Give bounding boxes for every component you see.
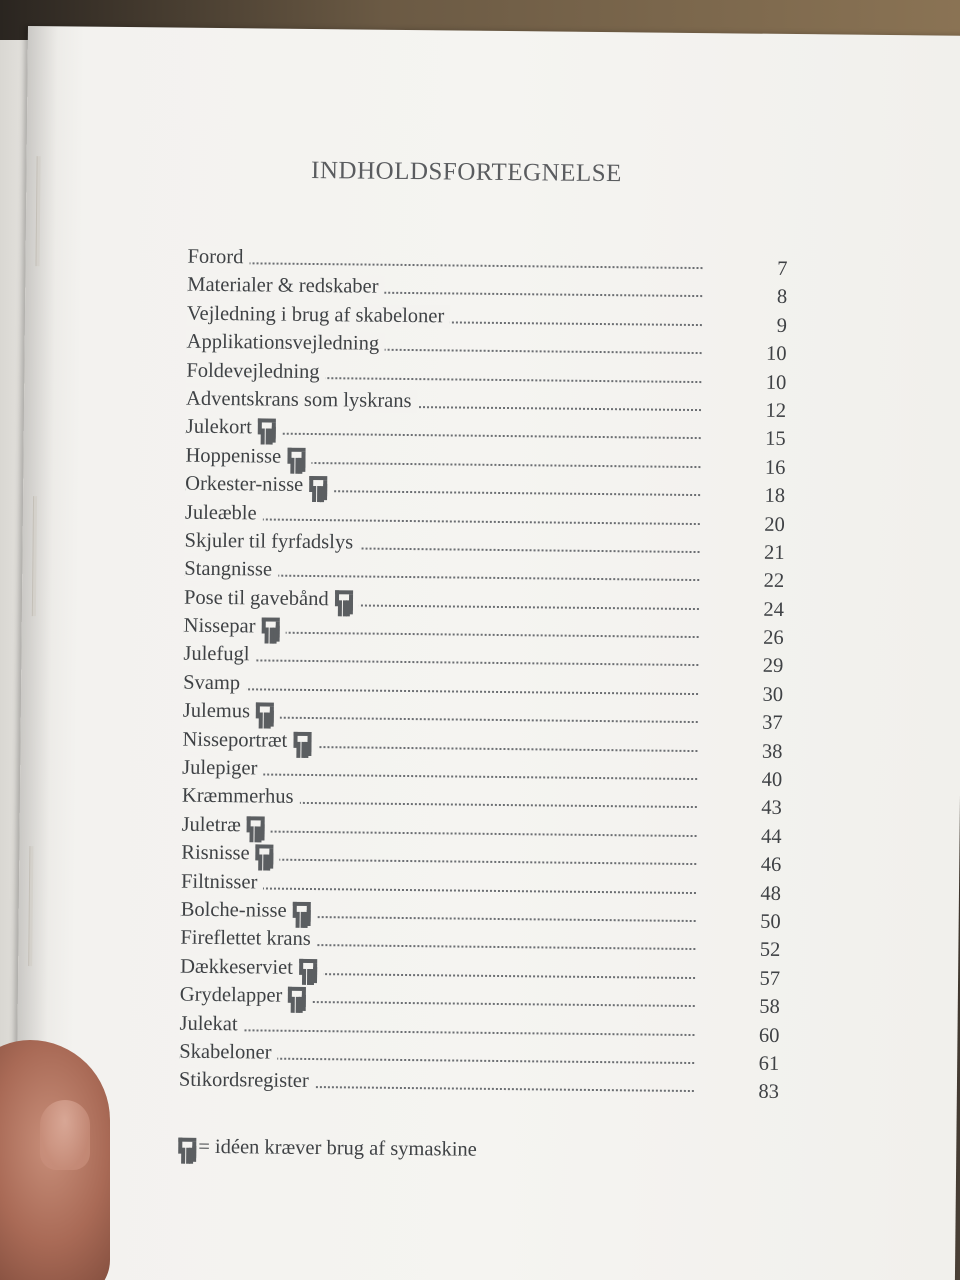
sewing-machine-icon (293, 902, 311, 918)
toc-entry-title (187, 246, 249, 270)
sewing-machine-icon (287, 447, 305, 463)
toc-entry-label: Filtnisser (180, 870, 258, 894)
toc-entry-page: 20 (764, 513, 785, 536)
book-page (15, 26, 960, 1280)
toc-entry-title (181, 870, 264, 894)
toc-entry-label: Pose til gavebånd (183, 586, 329, 610)
toc-entry-page: 50 (760, 910, 781, 933)
toc-entry-label: Foldevejledning (186, 359, 320, 383)
toc-entry-page: 44 (760, 825, 782, 848)
toc-entry-title (186, 359, 325, 383)
toc-entry-title (187, 331, 386, 356)
toc-entry-page: 22 (763, 570, 785, 593)
toc-entry-label: Adventskrans som lyskrans (185, 387, 412, 412)
page-title: INDHOLDSFORTEGNELSE (310, 156, 623, 188)
toc-entry-label: Bolche-nisse (180, 898, 287, 922)
sewing-machine-icon (288, 987, 306, 1003)
toc-entry-title (181, 842, 280, 866)
toc-entry-page: 9 (776, 314, 788, 337)
toc-entry-label: Julekat (179, 1012, 238, 1035)
toc-entry-title (180, 984, 313, 1008)
toc-entry-label: Fireflettet krans (180, 927, 311, 951)
legend-text: = idéen kræver brug af symaskine (198, 1135, 477, 1161)
toc-entry-page: 7 (777, 257, 788, 280)
toc-entry-label: Forord (187, 245, 244, 269)
thumb-nail (40, 1100, 90, 1170)
toc-entry-page: 58 (759, 995, 780, 1019)
toc-entry-title (182, 785, 300, 809)
toc-entry-title (187, 274, 384, 299)
toc-entry-page: 24 (763, 598, 785, 621)
toc-entry-title (183, 643, 255, 667)
toc-entry-title (182, 757, 263, 781)
toc-entry-label: Julekort (185, 416, 252, 439)
toc-entry-label: Stikordsregister (178, 1068, 309, 1093)
toc-entry-page: 26 (763, 626, 784, 650)
sewing-machine-icon (256, 703, 274, 719)
toc-entry-label: Skabeloner (179, 1040, 272, 1064)
toc-entry-page: 8 (776, 286, 788, 309)
toc-entry-page: 43 (761, 797, 782, 820)
toc-entry-page: 60 (758, 1024, 780, 1047)
dot-leader (183, 686, 698, 695)
sewing-machine-icon (309, 476, 327, 492)
toc-entry-label: Orkester-nisse (185, 472, 304, 497)
toc-entry-title (179, 1069, 315, 1093)
sewing-machine-icon (261, 618, 279, 634)
dot-leader (179, 1026, 694, 1035)
toc-entry-title (180, 927, 317, 951)
toc-entry-label: Skjuler til fyrfadslys (184, 529, 354, 554)
toc-entry-title (182, 728, 317, 752)
toc-entry-page: 21 (763, 541, 785, 564)
toc-entry-page: 18 (764, 484, 786, 508)
toc-entry-page: 16 (764, 456, 786, 479)
toc-entry (179, 1069, 779, 1104)
toc-entry-title (184, 558, 278, 582)
toc-entry-label: Hoppenisse (185, 444, 282, 468)
toc-entry-page: 15 (765, 428, 786, 451)
sewing-machine-icon (335, 590, 353, 606)
toc-entry-page: 61 (758, 1052, 780, 1075)
toc-entry-page: 10 (765, 371, 787, 394)
toc-entry-page: 52 (759, 939, 781, 962)
toc-entry-page: 10 (765, 342, 787, 366)
toc-entry-label: Applikationsvejledning (186, 330, 380, 355)
sewing-machine-icon (256, 845, 274, 861)
toc-entry-label: Nisseportræt (182, 728, 288, 752)
toc-entry-page: 12 (765, 399, 787, 422)
toc-entry-label: Grydelapper (179, 983, 283, 1007)
toc-entry-label: Materialer & redskaber (187, 274, 379, 299)
toc-entry-title (185, 444, 311, 468)
toc-entry-title (182, 813, 271, 837)
toc-entry-label: Juleæble (184, 501, 257, 524)
toc-entry-title (179, 1041, 277, 1065)
toc-entry-page: 38 (761, 740, 783, 763)
toc-entry-title (183, 700, 280, 724)
toc-entry-page: 29 (762, 655, 784, 678)
sewing-machine-icon (178, 1138, 196, 1154)
toc-entry-title (186, 388, 418, 413)
table-of-contents (179, 246, 788, 1104)
toc-entry-label: Julefugl (183, 643, 250, 666)
toc-entry-label: Stangnisse (184, 557, 273, 581)
toc-entry-label: Nissepar (183, 614, 256, 638)
toc-entry-page: 83 (758, 1081, 779, 1104)
toc-entry-title (183, 672, 246, 696)
toc-entry-title (181, 899, 317, 923)
toc-entry-label: Dækkeserviet (180, 955, 294, 979)
legend (178, 1136, 477, 1162)
toc-entry-page: 57 (759, 967, 781, 990)
toc-entry-page: 37 (762, 711, 783, 735)
toc-entry-title (184, 615, 286, 639)
dot-leader (183, 657, 698, 666)
toc-entry-label: Julepiger (182, 756, 258, 780)
sewing-machine-icon (258, 419, 276, 435)
toc-entry-title (186, 416, 282, 440)
toc-entry-page: 40 (761, 768, 783, 791)
toc-entry-title (184, 586, 359, 611)
sewing-machine-icon (293, 731, 311, 747)
toc-entry-title (185, 473, 333, 498)
toc-entry-label: Vejledning i brug af skabeloner (186, 302, 445, 328)
toc-entry-label: Julemus (182, 699, 251, 723)
sewing-machine-icon (299, 959, 317, 975)
toc-entry-page: 30 (762, 683, 784, 706)
toc-entry-label: Svamp (183, 671, 241, 695)
dot-leader (188, 260, 703, 269)
toc-entry-label: Kræmmerhus (181, 785, 294, 809)
sewing-machine-icon (247, 816, 265, 832)
toc-entry-label: Juletræ (181, 813, 241, 837)
toc-entry-title (185, 501, 263, 525)
toc-entry-title (187, 302, 451, 328)
toc-entry-label: Risnisse (181, 841, 250, 865)
toc-entry-title (180, 955, 323, 979)
toc-entry-title (184, 530, 359, 555)
toc-entry-title (179, 1012, 243, 1036)
toc-entry-page: 46 (760, 853, 782, 877)
toc-entry-page: 48 (760, 882, 782, 905)
